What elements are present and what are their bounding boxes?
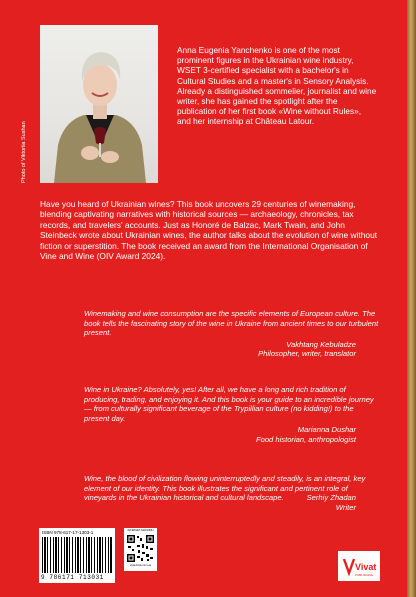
barcode-digits: 9 786171 713031 [41,574,105,581]
book-description: Have you heard of Ukrainian wines? This book uncovers 29 centuries of winemaking, blending captivating narratives with historical sources — archaeology, chronicles, tax records, and travelers' accounts. Just as Honoré de Balzac, Mark Twain, and John Steinbeck wrote about Ukrainian wines, the author talks about the evolution of wine without fiction or superstition. The book received an award from the International Organisation of Vine and Wine (OIV Award 2024). [40,199,378,262]
vivat-logo-icon [338,551,380,581]
quote-text: Wine in Ukraine? Absolutely, yes! After all, we have a long and rich tradition of producing, trading, and enjoying it. And this book is your guide to an incredible journey — from culturally significant beverage of the Trypillian culture (no kidding!) to the present day. [84,385,374,423]
author-bio: Anna Eugenia Yanchenko is one of the most prominent figures in the Ukrainian wine industry, WSET 3-certified specialist with a bachelor's in Cultural Studies and a master's in Sensory Analysis. Already a distinguished sommelier, journalist and wine writer, she has gained the spotlight after the publication of her first book «Wine without Rules», and her internship at Château Latour. [177,45,377,127]
qr-code-block [124,528,157,571]
review-quote [84,309,380,359]
qr-label: ІНТЕРНЕТ-МАГАЗИН [127,529,154,532]
isbn-label: ISBN 978-617-17-1303-1 [42,530,94,535]
quote-role: Food historian, anthropologist [255,434,356,444]
qr-url: vivat-book.com.ua [129,564,152,567]
quote-role: Philosopher, writer, translator [258,349,356,359]
quote-author: Serhiy Zhadan [306,493,356,503]
publisher-name: Vivat [355,562,377,572]
quote-text: Winemaking and wine consumption are the specific elements of European culture. The book tells the fascinating story of the wine in Ukraine from ancient times to our turbulent present. [84,309,379,338]
isbn-barcode [39,528,115,583]
publisher-logo [338,551,380,581]
qr-code-icon [127,535,154,562]
review-quote [84,385,380,445]
author-portrait-image [40,25,158,183]
author-photo [40,25,158,183]
quote-text: Wine, the blood of civilization flowing uninterruptedly and steadily, is an integral, key element of our identity. This book illustrates the significant and pertinent role of vineyards in the Ukrainian historical and cultural landscape. [84,474,366,503]
barcode-bars [42,537,112,573]
photo-credit: Photo of Viktoriia Sushan [21,121,27,183]
review-quote [84,474,380,512]
publisher-tagline: PUBLISHING [355,573,374,577]
quote-role: Writer [335,502,356,512]
book-spine [407,0,416,597]
quote-author: Marianna Dushar [297,425,356,435]
quote-author: Vakhtang Kebuladze [286,339,356,349]
